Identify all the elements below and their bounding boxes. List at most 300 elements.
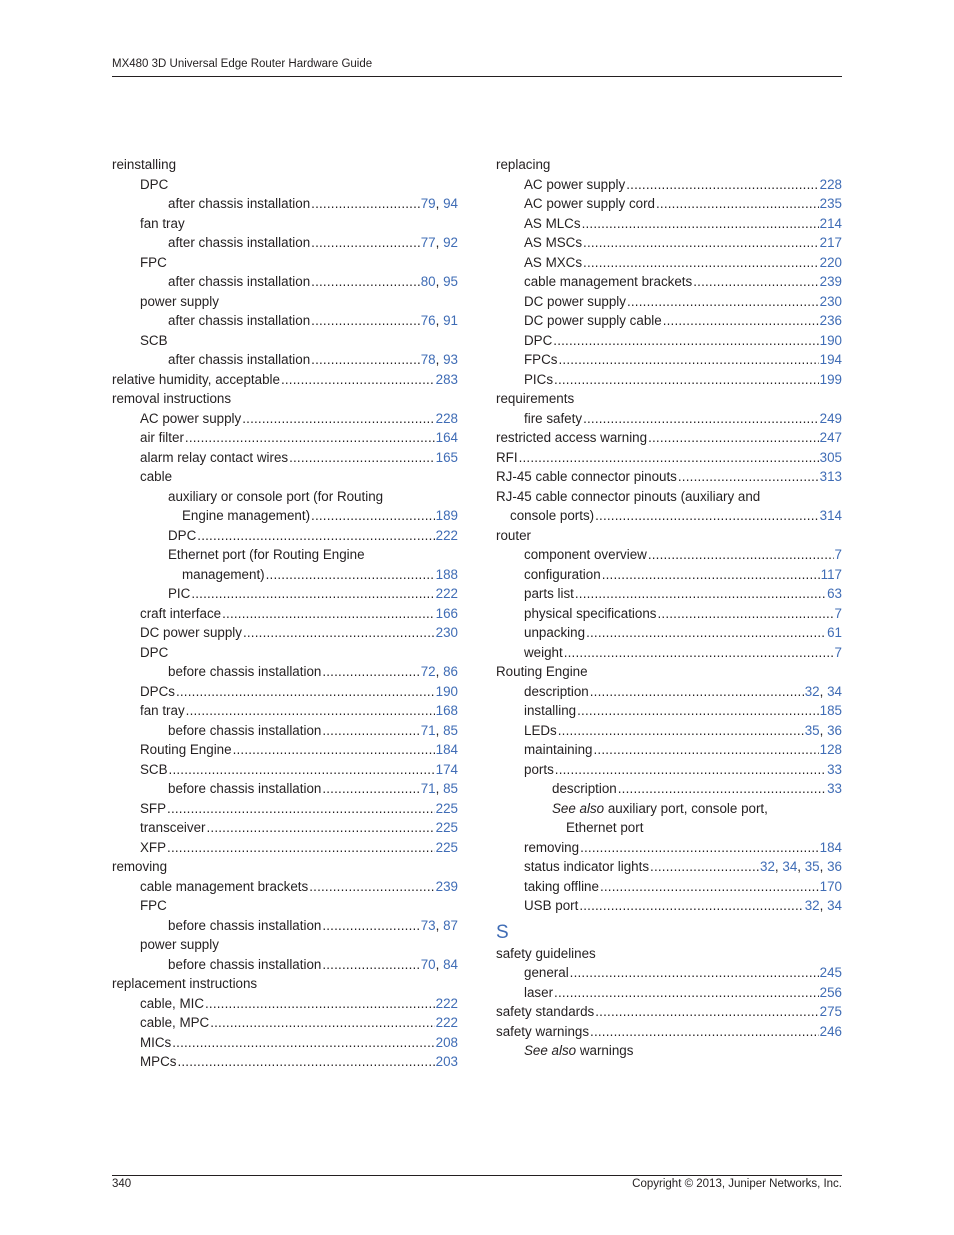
page-link[interactable]: 93 [443,352,458,367]
page-link[interactable]: 128 [819,742,842,757]
page-link[interactable]: 70 [420,956,436,972]
index-term: reinstalling [112,157,177,172]
dot-leader [311,350,420,370]
page-link[interactable]: 247 [819,430,842,445]
index-term: power supply [140,937,219,952]
page-link[interactable]: 174 [435,761,458,777]
page-link[interactable]: 35 [804,859,820,874]
index-entry [496,604,842,624]
index-column-right [496,155,842,1061]
index-term: AC power supply cord [524,196,655,211]
page-link[interactable]: 94 [443,196,458,211]
index-term: maintaining [524,742,593,757]
page-link[interactable]: 91 [443,313,458,328]
page-link[interactable]: 63 [827,586,842,601]
index-term: removal instructions [112,391,232,406]
page-link[interactable]: 85 [443,781,458,796]
index-entry [112,974,458,994]
dot-leader [590,1022,819,1042]
page-link[interactable]: 34 [782,859,798,874]
index-entry [112,506,458,526]
index-entry: status indicator lights ..... 32, 34, 35, 36 [496,857,842,877]
dot-leader [311,233,420,253]
page-link[interactable]: 208 [435,1034,458,1050]
index-entry [112,214,458,234]
dot-leader [191,584,434,604]
index-entry [496,467,842,487]
dot-leader [558,721,804,741]
index-entry [112,760,458,780]
dot-leader [590,682,804,702]
index-entry [112,604,458,624]
page-link[interactable]: 71 [420,722,436,738]
dot-leader [281,370,435,390]
page-link[interactable]: 33 [827,781,842,796]
index-entry [112,877,458,897]
section-letter: S [496,921,509,943]
page-link[interactable]: 235 [819,196,842,211]
page-link[interactable]: 220 [819,254,842,270]
copyright: Copyright © 2013, Juniper Networks, Inc. [632,1178,842,1190]
dot-leader [186,701,435,721]
index-term: XFP [140,839,167,855]
page-link[interactable]: 34 [827,898,842,913]
page-link[interactable]: 79 [420,196,436,211]
index-entry [112,467,458,487]
page-link[interactable]: 87 [443,917,458,933]
index-term: cable, MPC [140,1015,210,1030]
index-entry [112,818,458,838]
page-link[interactable]: 71 [420,781,436,796]
page-link[interactable]: 225 [435,839,458,855]
index-term: cable, MIC [140,995,204,1011]
index-entry [496,838,842,858]
page-link[interactable]: 225 [435,820,458,835]
index-term: FPCs [524,352,558,367]
index-entry [496,643,842,663]
index-entry [112,487,458,507]
dot-leader [575,584,826,604]
index-entry [112,584,458,604]
dot-leader [663,311,819,331]
dot-leader [222,604,435,624]
dot-leader [626,175,818,195]
page-link[interactable]: 86 [443,664,458,679]
index-term: laser [524,984,554,1000]
index-entry [112,896,458,916]
page-link[interactable]: 36 [827,722,842,738]
index-entry [496,155,842,175]
index-entry: after chassis installation ..... 80, 95 [112,272,458,292]
page-number: 340 [112,1178,132,1190]
index-term: DPCs [140,683,175,699]
index-entry [496,428,842,448]
page-link[interactable]: 199 [819,371,842,387]
index-term: ports [524,761,554,777]
page-link[interactable]: 190 [819,332,842,348]
dot-leader [657,604,833,624]
dot-leader [167,799,435,819]
index-entry [112,740,458,760]
index-entry [496,740,842,760]
index-entry [112,623,458,643]
index-term: cable [140,469,173,484]
index-term: after chassis installation [168,235,311,250]
index-term: FPC [140,898,167,913]
index-entry [496,963,842,983]
index-entry [496,584,842,604]
index-term: Ethernet port [566,820,644,835]
page-link[interactable]: 214 [819,215,842,231]
index-entry [496,175,842,195]
index-term: Engine management) [182,508,311,523]
index-term: cable management brackets [524,274,693,289]
page-link[interactable]: 78 [420,352,436,367]
index-term: power supply [140,293,219,309]
page-link[interactable]: 249 [819,410,842,426]
page-link[interactable]: 246 [819,1023,842,1039]
page-link[interactable]: 168 [435,703,458,718]
index-entry [496,370,842,390]
index-entry: USB port ..... 32, 34 [496,896,842,916]
page-link[interactable]: 194 [819,352,842,367]
dot-leader [322,662,419,682]
page-link[interactable]: 222 [435,586,458,601]
index-term: before chassis installation [168,781,322,796]
page-link[interactable]: 32 [804,898,820,913]
index-term: DPC [140,644,169,660]
index-term: AS MSCs [524,235,583,250]
dot-leader [197,526,434,546]
dot-leader [678,467,819,487]
index-term: alarm relay contact wires [140,449,289,465]
page-link[interactable]: 76 [420,313,436,328]
page-link[interactable]: 203 [435,1054,458,1069]
index-term: AS MXCs [524,254,583,270]
page-link[interactable]: 236 [819,313,842,328]
index-term: after chassis installation [168,313,311,328]
index-entry [496,877,842,897]
page-link[interactable]: 7 [834,547,842,562]
index-entry: LEDs ..... 35, 36 [496,721,842,741]
index-term: RFI [496,449,518,465]
page-link[interactable]: 228 [435,410,458,426]
index-entry [496,983,842,1003]
index-term: physical specifications [524,605,657,621]
dot-leader [176,682,435,702]
dot-leader [586,623,826,643]
index-entry [496,409,842,429]
index-term: console ports) [510,508,595,523]
dot-leader [648,428,819,448]
index-term: SCB [140,761,168,777]
index-entry: after chassis installation ..... 78, 93 [112,350,458,370]
page-link[interactable]: 184 [435,742,458,757]
index-term: requirements [496,391,575,406]
index-term: AC power supply [140,410,242,426]
index-entry [112,565,458,585]
dot-leader [185,428,435,448]
page-link[interactable]: 165 [435,449,458,465]
index-term: replacement instructions [112,976,258,991]
index-term: removing [112,859,168,874]
page-link[interactable]: 80 [420,274,436,289]
index-term: SFP [140,800,167,816]
index-entry [112,838,458,858]
index-term: safety guidelines [496,945,596,961]
index-term: before chassis installation [168,722,322,738]
index-entry [112,409,458,429]
index-term: RJ-45 cable connector pinouts (auxiliary and [496,488,761,504]
index-entry [496,311,842,331]
dot-leader [650,857,759,877]
page-link[interactable]: 32 [804,683,820,699]
page-link[interactable]: 85 [443,722,458,738]
index-entry [112,175,458,195]
index-entry [496,1022,842,1042]
dot-leader [243,623,435,643]
index-term: DPC [140,176,169,192]
index-entry: after chassis installation ..... 79, 94 [112,194,458,214]
dot-leader [233,740,435,760]
index-entry [112,292,458,312]
index-term: installing [524,703,577,718]
dot-leader [207,818,435,838]
page-link[interactable]: 35 [804,722,820,738]
index-term: Ethernet port (for Routing Engine [168,547,365,562]
page-link[interactable]: 164 [435,430,458,445]
index-entry [112,389,458,409]
page-link[interactable]: 61 [827,625,842,640]
dot-leader [618,779,826,799]
page-link[interactable]: 77 [420,235,436,250]
page-link[interactable]: 222 [435,1015,458,1030]
index-term: management) [182,566,265,582]
page-link[interactable]: 32 [760,859,775,874]
page-link[interactable]: 230 [435,625,458,640]
page-link[interactable]: 184 [819,839,842,855]
page-link[interactable]: 84 [443,956,458,972]
dot-leader [205,994,435,1014]
page-link[interactable]: 7 [834,605,842,621]
index-term: USB port [524,898,579,913]
page-link[interactable]: 117 [820,566,842,582]
index-entry [496,1002,842,1022]
index-entry [112,701,458,721]
index-term: Routing Engine [140,742,232,757]
page-link[interactable]: 305 [819,449,842,465]
index-entry [496,944,842,964]
dot-leader [169,760,435,780]
index-term: cable management brackets [140,878,309,894]
index-entry [496,565,842,585]
index-entry [112,799,458,819]
index-entry [112,155,458,175]
dot-leader [172,1033,434,1053]
index-term: unpacking [524,625,586,640]
page-link[interactable]: 217 [819,235,842,250]
page-link[interactable]: 189 [435,508,458,523]
index-term: description [524,683,589,699]
index-entry [496,545,842,565]
index-entry [112,331,458,351]
dot-leader [553,331,818,351]
dot-leader [580,838,819,858]
see-also-label: See also [552,800,605,816]
index-term: replacing [496,157,551,172]
index-term: transceiver [140,820,206,835]
index-entry [496,350,842,370]
index-entry [112,994,458,1014]
index-term: AC power supply [524,176,626,192]
page-link[interactable]: 239 [435,878,458,894]
dot-leader [554,370,819,390]
index-entry [112,253,458,273]
index-entry [496,292,842,312]
page-link[interactable]: 225 [435,800,458,816]
index-column-left [112,155,458,1072]
index-entry [496,448,842,468]
page-link[interactable]: 275 [819,1004,842,1019]
dot-leader [656,194,819,214]
page-link[interactable]: 170 [819,878,842,894]
page-link[interactable]: 188 [435,566,458,582]
page-link[interactable]: 222 [435,527,458,543]
footer-rule [112,1175,842,1176]
dot-leader [577,701,819,721]
page-link[interactable]: 36 [827,859,842,874]
index-term: PIC [168,586,191,601]
index-term: craft interface [140,605,222,621]
dot-leader [595,506,819,526]
dot-leader [322,916,419,936]
dot-leader [600,877,819,897]
index-term: air filter [140,430,184,445]
page-link[interactable]: 34 [827,683,842,699]
dot-leader [564,643,834,663]
index-entry [112,1013,458,1033]
index-entry [496,253,842,273]
dot-leader [266,565,435,585]
page-link[interactable]: 228 [819,176,842,192]
page-link[interactable]: 314 [819,508,842,523]
index-term: PICs [524,371,554,387]
index-term: AS MLCs [524,215,581,231]
index-term: RJ-45 cable connector pinouts [496,469,677,484]
index-entry [112,526,458,546]
dot-leader [593,740,818,760]
dot-leader [595,1002,818,1022]
page-link[interactable]: 95 [443,274,458,289]
index-entry [496,760,842,780]
dot-leader [648,545,834,565]
dot-leader [309,877,434,897]
dot-leader [582,214,819,234]
page-link[interactable]: 239 [819,274,842,289]
index-entry [496,799,842,819]
index-entry [496,506,842,526]
index-term: auxiliary port, console port, [604,800,768,816]
page-link[interactable]: 72 [420,664,436,679]
index-term: fan tray [140,215,185,231]
page-link[interactable]: 256 [819,984,842,1000]
page-link[interactable]: 313 [819,469,842,484]
page-link[interactable]: 245 [819,965,842,980]
index-term: general [524,965,569,980]
index-term: router [496,527,531,543]
index-term: safety warnings [496,1023,590,1039]
page-link[interactable]: 33 [827,761,842,777]
page-link[interactable]: 166 [435,605,458,621]
page-link[interactable]: 92 [443,235,458,250]
index-term: component overview [524,547,647,562]
index-term: Routing Engine [496,664,588,679]
page-link[interactable]: 222 [435,995,458,1011]
index-entry [112,935,458,955]
index-entry [496,331,842,351]
dot-leader [554,983,819,1003]
dot-leader [322,955,419,975]
index-entry [496,214,842,234]
index-entry [496,701,842,721]
index-term: taking offline [524,878,599,894]
page-link[interactable]: 185 [819,703,842,718]
running-header: MX480 3D Universal Edge Router Hardware Guide [112,58,373,70]
index-term: relative humidity, acceptable [112,371,280,387]
index-entry [496,194,842,214]
index-term: DC power supply [140,625,242,640]
page-link[interactable]: 190 [435,683,458,699]
dot-leader [289,448,435,468]
dot-leader [519,448,819,468]
index-term: description [552,781,617,796]
index-term: weight [524,644,563,660]
dot-leader [311,194,420,214]
index-entry [496,623,842,643]
index-entry [112,643,458,663]
index-entry [112,857,458,877]
index-entry [112,448,458,468]
index-entry [112,1052,458,1072]
dot-leader [210,1013,434,1033]
page-link[interactable]: 283 [435,371,458,387]
dot-leader [242,409,434,429]
index-term: before chassis installation [168,917,322,933]
index-entry: before chassis installation ..... 71, 85 [112,779,458,799]
page-link[interactable]: 230 [819,293,842,309]
dot-leader [583,233,819,253]
index-entry [496,779,842,799]
page-link[interactable]: 73 [420,917,436,933]
index-term: removing [524,839,580,855]
index-term: warnings [576,1043,634,1058]
index-term: restricted access warning [496,430,648,445]
index-term: configuration [524,566,601,582]
index-entry: after chassis installation ..... 77, 92 [112,233,458,253]
index-entry: before chassis installation ..... 71, 85 [112,721,458,741]
dot-leader [177,1052,434,1072]
dot-leader [555,760,826,780]
dot-leader [167,838,435,858]
index-entry [112,428,458,448]
see-also-label: See also [524,1043,577,1058]
index-entry: description ..... 32, 34 [496,682,842,702]
page-link[interactable]: 7 [834,644,842,660]
index-entry [496,389,842,409]
index-entry: before chassis installation ..... 72, 86 [112,662,458,682]
index-entry [112,682,458,702]
index-entry: after chassis installation ..... 76, 91 [112,311,458,331]
